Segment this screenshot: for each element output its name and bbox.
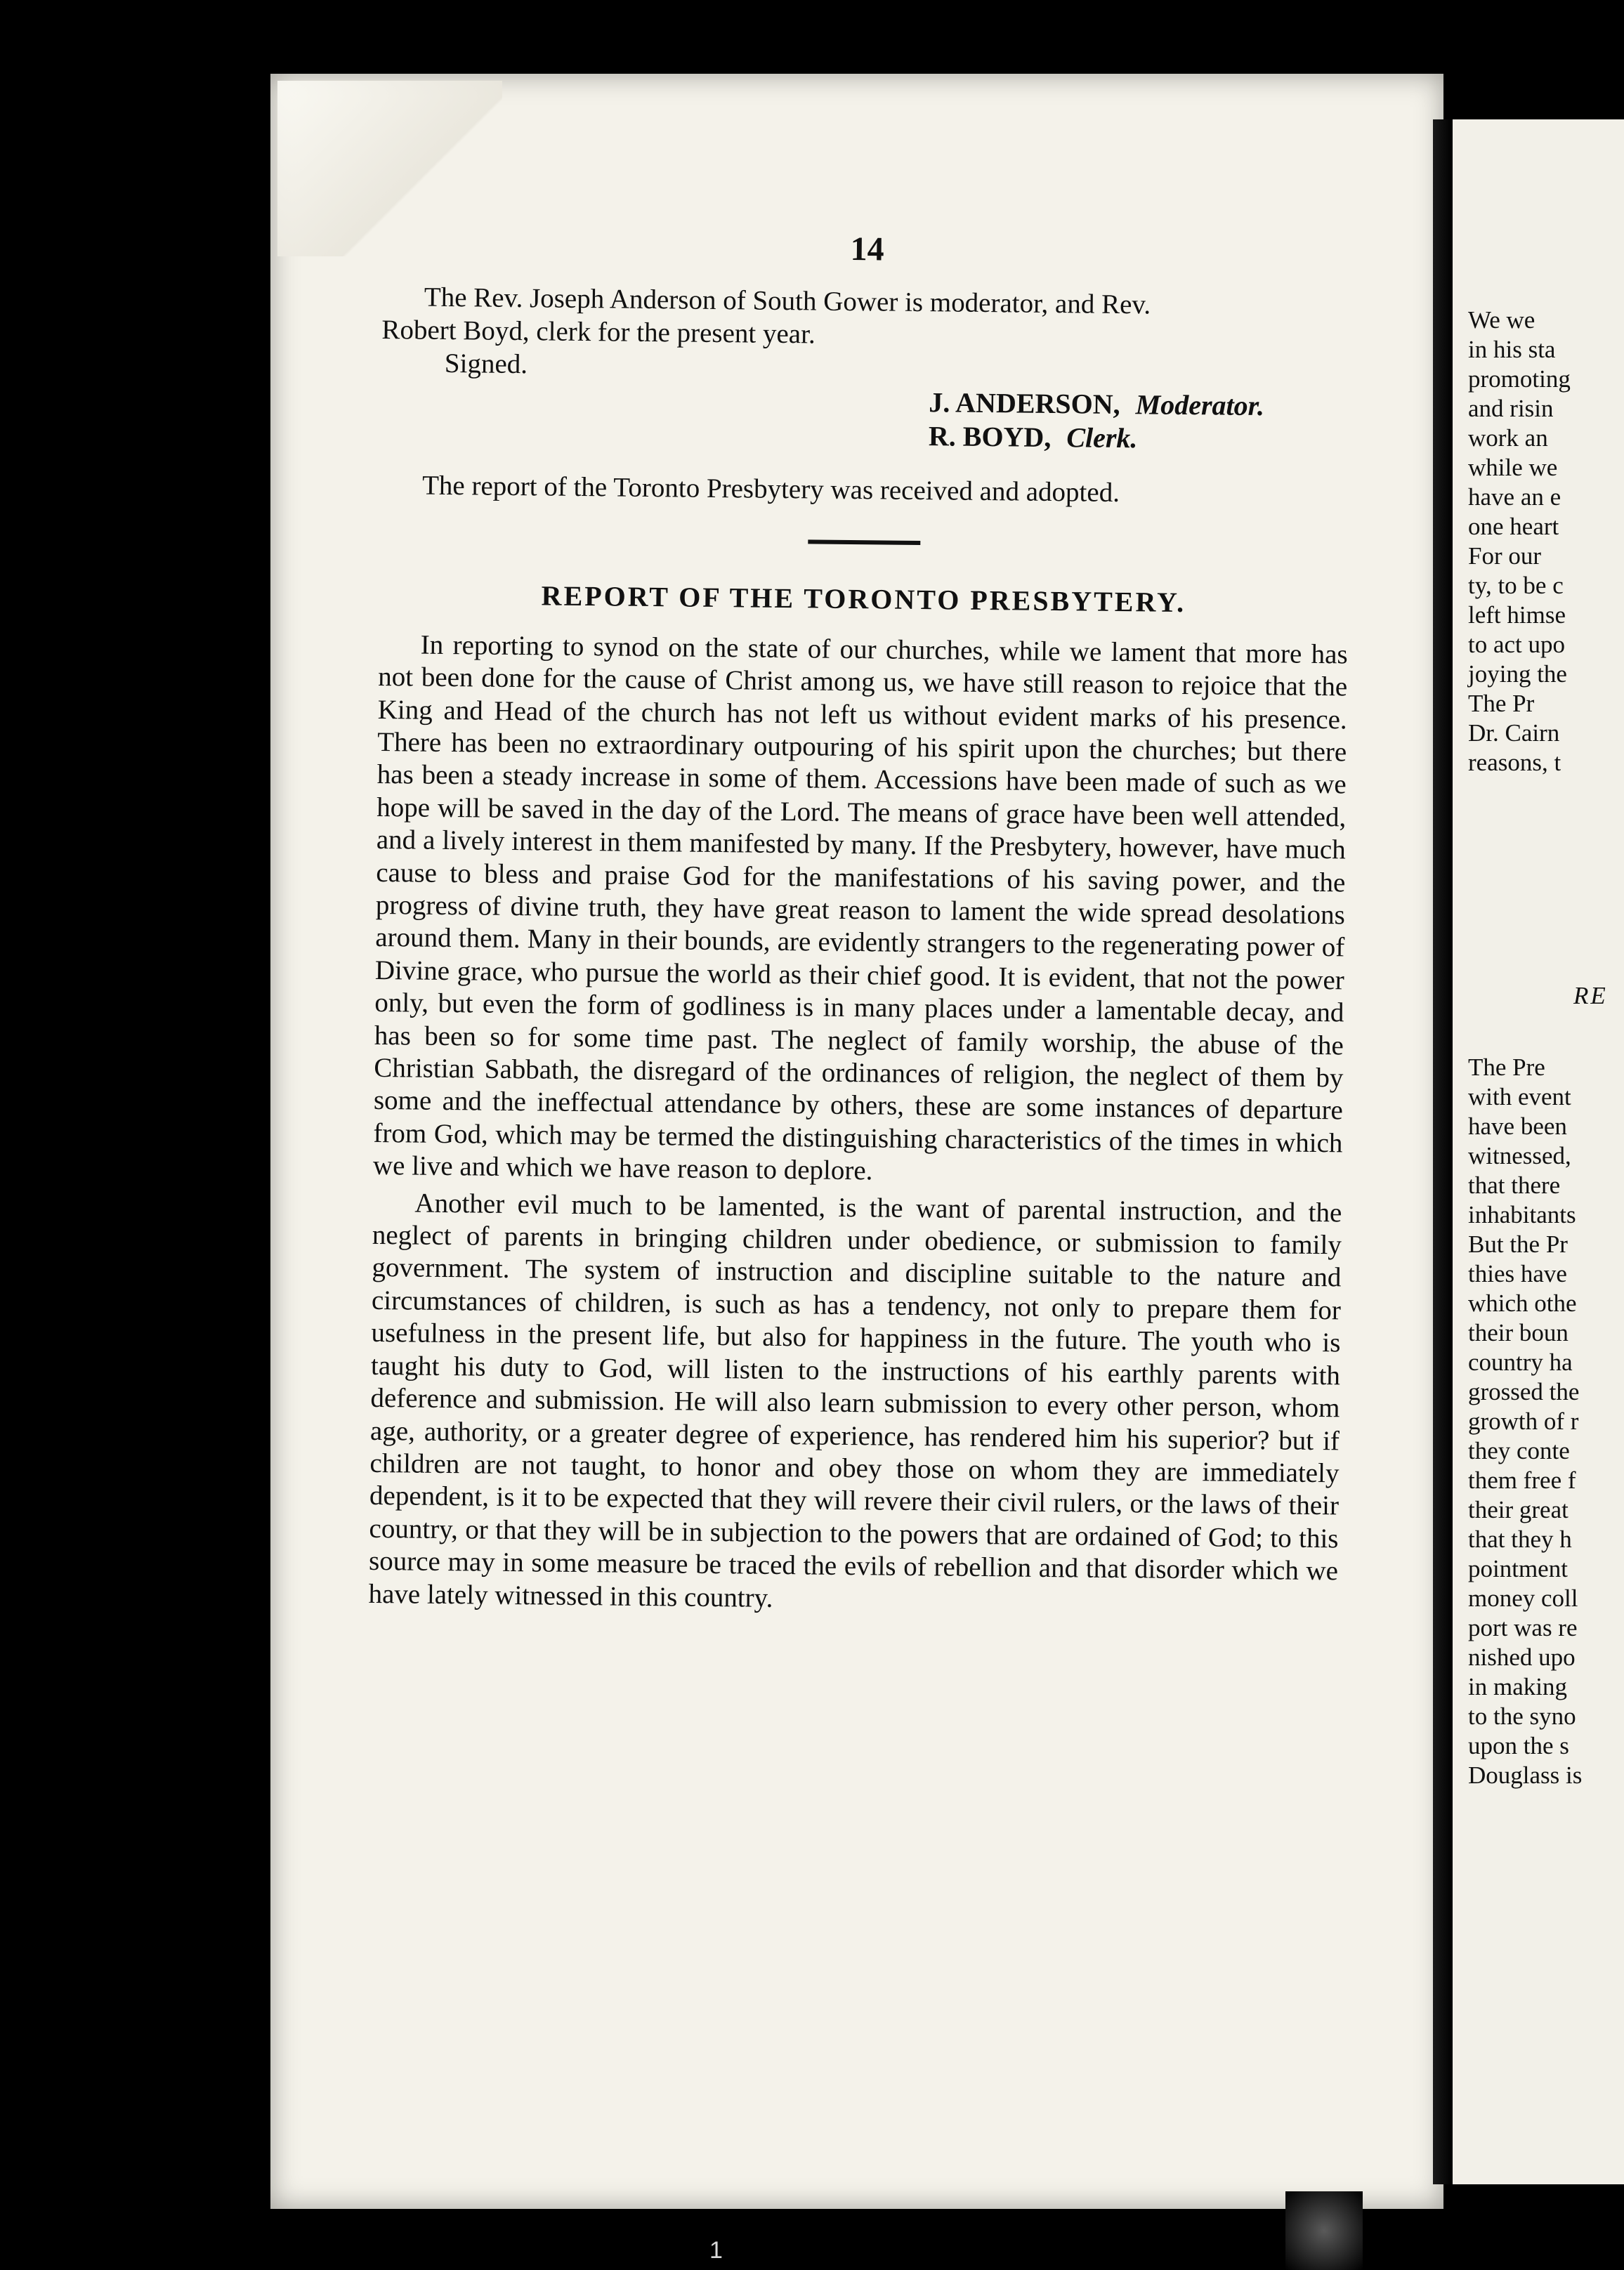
right-line: The Pre <box>1468 1054 1545 1081</box>
signed-label: Signed. <box>444 348 528 380</box>
right-line: port was re <box>1468 1614 1578 1641</box>
opening-line-1: The Rev. Joseph Anderson of South Gower is moderator, and Rev. <box>424 282 1151 320</box>
right-line: in his sta <box>1468 336 1556 363</box>
signature-role: Moderator. <box>1135 388 1265 421</box>
right-line: while we <box>1468 454 1558 481</box>
signature-name: R. BOYD, <box>928 419 1052 453</box>
right-heading-fragment: RE <box>1573 982 1608 1009</box>
right-line: which othe <box>1468 1290 1577 1317</box>
right-line: grossed the <box>1468 1378 1580 1405</box>
right-line: country ha <box>1468 1349 1573 1376</box>
signature-name: J. ANDERSON, <box>929 386 1120 420</box>
right-line: in making <box>1468 1673 1567 1700</box>
right-line: ty, to be c <box>1468 572 1564 599</box>
right-line: The Pr <box>1468 690 1535 717</box>
right-line: with event <box>1468 1083 1571 1110</box>
right-line: one heart <box>1468 513 1559 540</box>
right-line: their great <box>1468 1496 1569 1523</box>
right-line: thies have <box>1468 1260 1567 1287</box>
report-paragraph: Another evil much to be lamented, is the want of parental instruction, and the neglect of parents in bringing children under obedience, or submission to family government. The system of instruction and discipline suitable to the nature and circumstances of children, is such as has a tendency, not only to prepare them for usefulness in the present life, but also for happiness in the future. The youth who is taught his duty to God, will listen to the instructions of his earthly parents with deference and submission. He will also learn submission to every other person, whom age, authority, or a greater degree of experience, has rendered him his superior? but if children are not taught, to honor and obey those on whom they are immediately dependent, is it to be expected that they will revere their civil rulers, or the laws of their country, or that they will be in subjection to the powers that are ordained of God; to this source may in some measure be traced the evils of rebellion and that disorder which we have lately witnessed in this country. <box>368 1188 1342 1613</box>
right-line: they conte <box>1468 1437 1570 1464</box>
right-line: inhabitants <box>1468 1201 1576 1228</box>
right-line: growth of r <box>1468 1408 1579 1435</box>
right-line: Dr. Cairn <box>1468 719 1560 747</box>
right-line: that there <box>1468 1172 1561 1199</box>
right-line: But the Pr <box>1468 1231 1568 1258</box>
right-page-lines <box>1468 306 1624 1790</box>
right-line: have an e <box>1468 483 1561 511</box>
right-line: their boun <box>1468 1319 1569 1346</box>
right-line: nished upo <box>1468 1644 1576 1671</box>
book-gutter <box>1433 119 1453 2184</box>
right-line: money coll <box>1468 1585 1578 1612</box>
adopted-note: The report of the Toronto Presbytery was received and adopted. <box>421 470 1120 508</box>
right-line: Douglass is <box>1468 1761 1583 1789</box>
right-line: witnessed, <box>1468 1142 1571 1169</box>
right-line: promoting <box>1468 365 1571 393</box>
opening-line-2: Robert Boyd, clerk for the present year. <box>381 315 816 350</box>
right-line: left himse <box>1468 601 1566 629</box>
right-line: to the syno <box>1468 1702 1576 1730</box>
report-paragraph: In reporting to synod on the state of our churches, while we lament that more has not been done for the cause of Christ among us, we have still reason to rejoice that the King and Head of the church has not left us without evident marks of his presence. There has been no extraordinary outpouring of his spirit upon the churches; but there has been a steady increase in some of them. Accessions have been made of such as we hope will be saved in the day of the Lord. The means of grace have been well attended, and a lively interest in them manifested by many. If the Presbytery, however, have much cause to bless and praise God for the manifestations of his saving power, and the progress of divine truth, they have great reason to lament the wide spread desolations around them. Many in their bounds, are evidently strangers to the regenerating power of Divine grace, who pursue the world as their chief good. It is evident, that not the power only, but even the form of godliness is in many places under a lamentable decay, and has been so for some time past. The neglect of family worship, the abuse of the Christian Sabbath, the disregard of the ordinances of religion, the neglect of them by some and the ineffectual attendance by others, these are some instances of departure from God, which may be termed the distinguishing characteristics of the times in which we live and which we have reason to deplore. <box>372 629 1348 1186</box>
right-page-fragment <box>1453 119 1624 2184</box>
right-line: to act upo <box>1468 631 1566 658</box>
report-heading: REPORT OF THE TORONTO PRESBYTERY. <box>541 579 1186 618</box>
right-line: For our <box>1468 542 1542 570</box>
report-body <box>368 629 1348 1621</box>
right-line: upon the s <box>1468 1732 1569 1759</box>
page-number: 14 <box>850 230 884 268</box>
right-line: have been <box>1468 1113 1567 1140</box>
bottom-mark: 1 <box>709 2237 723 2264</box>
right-line: We we <box>1468 306 1535 334</box>
left-page-content <box>368 225 1352 1620</box>
scan-smudge <box>1285 2191 1363 2270</box>
section-divider <box>808 539 920 545</box>
right-line: that they h <box>1468 1526 1572 1553</box>
right-line: reasons, t <box>1468 749 1561 776</box>
right-line: work an <box>1468 424 1548 452</box>
right-line: and risin <box>1468 395 1554 422</box>
signature-role: Clerk. <box>1066 421 1138 454</box>
right-line: joying the <box>1468 660 1567 688</box>
right-line: pointment <box>1468 1555 1568 1582</box>
right-line: them free f <box>1468 1467 1576 1494</box>
